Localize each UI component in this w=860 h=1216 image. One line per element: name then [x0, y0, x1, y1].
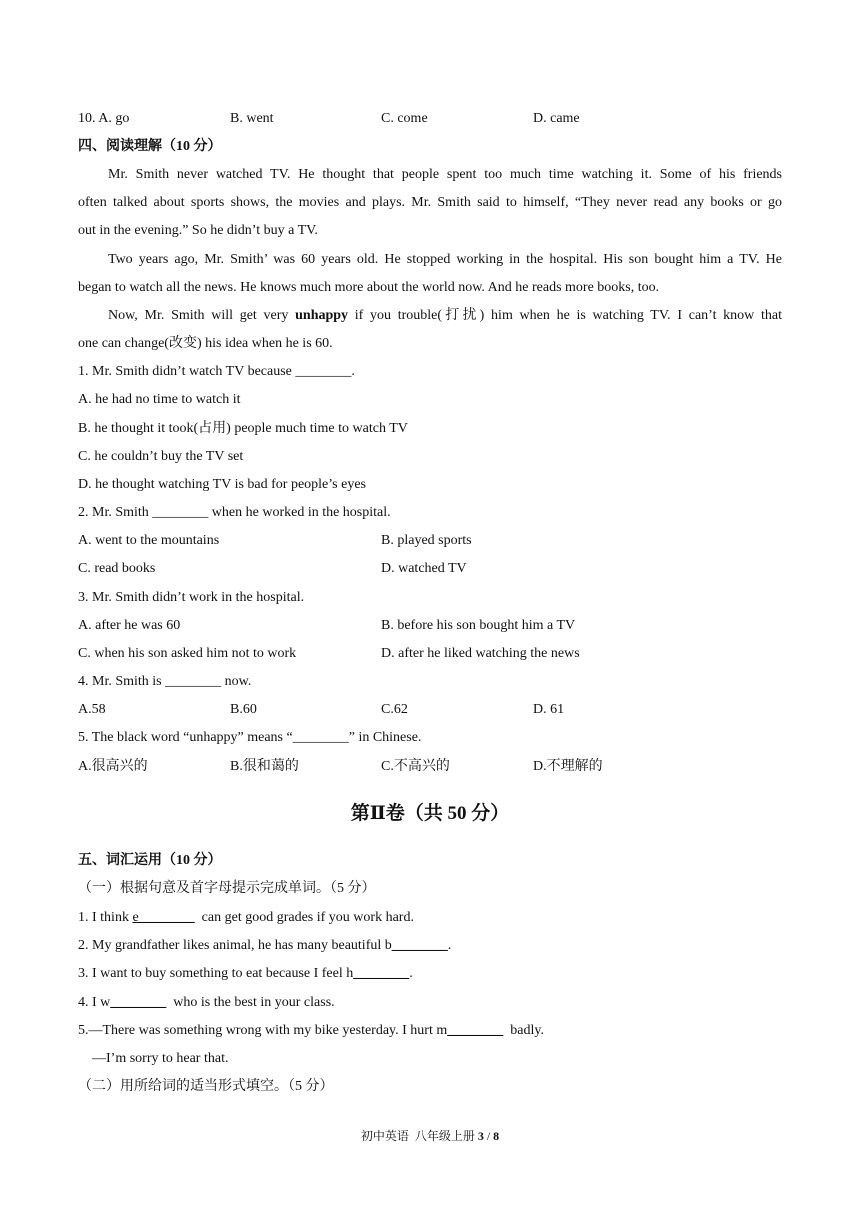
question-2-stem: 2. Mr. Smith ________ when he worked in the hospital. — [78, 505, 391, 520]
vocab-item-3 — [78, 965, 413, 983]
question-3-option-c: C. when his son asked him not to work — [78, 646, 297, 661]
vocab-item-4-blank: ________ — [110, 995, 167, 1010]
volume-2-title: 第Ⅱ卷（共 50 分） — [350, 803, 510, 824]
question-1-option-d: D. he thought watching TV is bad for people’s eyes — [78, 477, 366, 492]
footer-text: 初中英语 八年级上册 — [360, 1129, 478, 1143]
vocab-part1-instruction: （一）根据句意及首字母提示完成单词。（5 分） — [78, 881, 376, 896]
vocab-item-5-blank: ________ — [447, 1023, 504, 1038]
question-3-stem: 3. Mr. Smith didn’t work in the hospital. — [78, 590, 305, 605]
vocab-item-3-pre: 3. I want to buy something to eat because I feel h — [78, 966, 354, 981]
question-3-option-a: A. after he was 60 — [78, 618, 181, 633]
question-5-option-a: A.很高兴的 — [78, 759, 148, 774]
vocab-item-3-post: . — [409, 966, 413, 981]
question-1-stem: 1. Mr. Smith didn’t watch TV because ________. — [78, 364, 355, 379]
question-2-options-row1 — [78, 532, 782, 550]
vocab-item-1-post: can get good grades if you work hard. — [194, 910, 414, 925]
vocab-item-1-pre: 1. I think — [78, 910, 133, 925]
question-2-option-a: A. went to the mountains — [78, 533, 220, 548]
q10-options — [78, 110, 782, 128]
passage-p3-line2: one can change(改变) his idea when he is 60. — [78, 336, 333, 351]
vocab-part2-instruction: （二）用所给词的适当形式填空。（5 分） — [78, 1079, 334, 1094]
q10-option-d: D. came — [533, 111, 580, 126]
footer-page-number: 3 — [477, 1129, 484, 1143]
question-1-option-b: B. he thought it took(占用) people much time to watch TV — [78, 421, 408, 436]
question-5-options — [78, 758, 782, 776]
question-5-option-b: B.很和蔼的 — [230, 759, 299, 774]
vocab-item-5-pre: 5.—There was something wrong with my bike yesterday. I hurt m — [78, 1023, 448, 1038]
question-4-options — [78, 701, 782, 719]
passage-p1-line2: often talked about sports shows, the movies and plays. Mr. Smith said to himself, “They never read any books or go — [78, 195, 782, 210]
passage-p2-line2: began to watch all the news. He knows much more about the world now. And he reads more books, too. — [78, 280, 660, 295]
footer-separator: / — [483, 1129, 494, 1143]
question-4-option-d: D. 61 — [533, 702, 565, 717]
question-2-option-d: D. watched TV — [381, 561, 467, 576]
vocab-item-1-blank: e________ — [132, 910, 195, 925]
q10-option-c: C. come — [381, 111, 428, 126]
question-1-option-c: C. he couldn’t buy the TV set — [78, 449, 244, 464]
question-4-stem: 4. Mr. Smith is ________ now. — [78, 674, 252, 689]
vocab-item-5-post: badly. — [503, 1023, 544, 1038]
passage-p3-line1 — [108, 307, 782, 325]
vocab-item-4 — [78, 994, 335, 1012]
passage-p2-line1: Two years ago, Mr. Smith’ was 60 years old. He stopped working in the hospital. His son bought him a TV. He — [108, 252, 782, 267]
question-2-option-c: C. read books — [78, 561, 156, 576]
vocab-item-5 — [78, 1022, 544, 1040]
vocab-item-2-pre: 2. My grandfather likes animal, he has many beautiful b — [78, 938, 392, 953]
vocab-item-5-reply: —I’m sorry to hear that. — [92, 1051, 229, 1066]
question-4-option-c: C.62 — [381, 702, 408, 717]
question-5-option-d: D.不理解的 — [533, 759, 603, 774]
page-footer — [0, 1128, 860, 1144]
q10-option-a: 10. A. go — [78, 111, 130, 126]
vocab-item-2 — [78, 937, 451, 955]
question-5-option-c: C.不高兴的 — [381, 759, 450, 774]
question-4-option-a: A.58 — [78, 702, 106, 717]
footer-page-total: 8 — [493, 1129, 500, 1143]
vocab-item-2-post: . — [447, 938, 452, 953]
question-2-options-row2 — [78, 560, 782, 578]
question-2-option-b: B. played sports — [381, 533, 472, 548]
q10-option-b: B. went — [230, 111, 274, 126]
reading-heading: 四、阅读理解（10 分） — [78, 139, 222, 154]
passage-p1-line1: Mr. Smith never watched TV. He thought that people spent too much time watching it. Some of his friends — [108, 167, 782, 182]
passage-p1-line3: out in the evening.” So he didn’t buy a TV. — [78, 223, 318, 238]
vocab-item-4-post: who is the best in your class. — [166, 995, 335, 1010]
vocab-item-4-pre: 4. I w — [78, 995, 111, 1010]
passage-p3-bold-word: unhappy — [295, 308, 349, 323]
question-1-option-a: A. he had no time to watch it — [78, 392, 241, 407]
question-5-stem: 5. The black word “unhappy” means “________” in Chinese. — [78, 730, 422, 745]
vocab-heading: 五、词汇运用（10 分） — [78, 853, 222, 868]
question-3-option-b: B. before his son bought him a TV — [381, 618, 576, 633]
question-3-option-d: D. after he liked watching the news — [381, 646, 580, 661]
question-4-option-b: B.60 — [230, 702, 257, 717]
vocab-item-1 — [78, 909, 414, 927]
vocab-item-2-blank: ________ — [391, 938, 448, 953]
question-3-options-row1 — [78, 617, 782, 635]
vocab-item-3-blank: ________ — [353, 966, 410, 981]
passage-p3-pre: Now, Mr. Smith will get very — [108, 308, 296, 323]
question-3-options-row2 — [78, 645, 782, 663]
passage-p3-post: if you trouble(打扰) him when he is watching TV. I can’t know that — [348, 308, 782, 323]
